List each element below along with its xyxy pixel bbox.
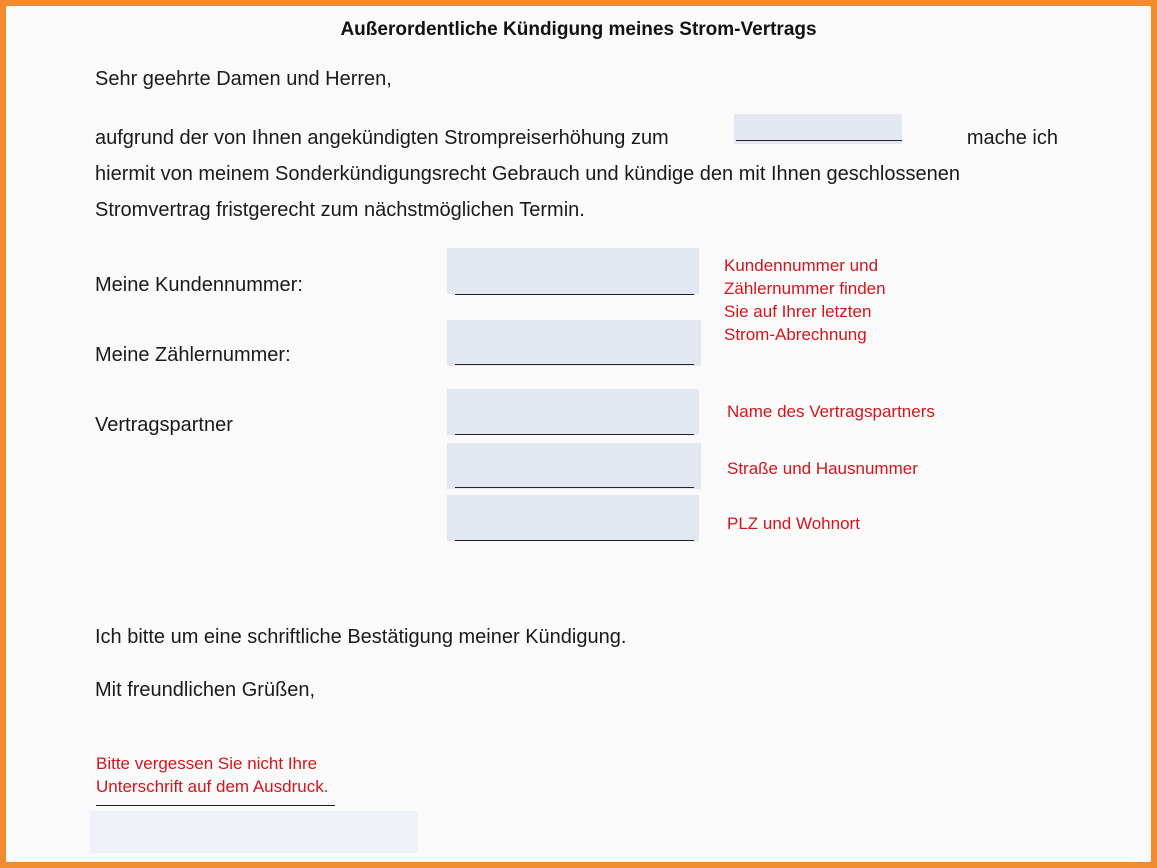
signature-line bbox=[96, 805, 335, 806]
partner-name-hint: Name des Vertragspartners bbox=[727, 402, 935, 421]
document-title: Außerordentliche Kündigung meines Strom-Vertrags bbox=[340, 19, 817, 40]
meter-number-label: Meine Zählernummer: bbox=[95, 344, 291, 366]
paragraph-line-2 bbox=[95, 156, 1058, 192]
contract-partner-label: Vertragspartner bbox=[95, 414, 233, 436]
signature-field[interactable] bbox=[90, 811, 418, 853]
main-paragraph bbox=[95, 114, 1058, 228]
paragraph-line-1 bbox=[95, 114, 1058, 156]
meter-number-field[interactable] bbox=[447, 320, 701, 366]
price-increase-date-field[interactable] bbox=[734, 114, 902, 144]
paragraph-line-1-start: aufgrund der von Ihnen angekündigten Strompreiserhöhung zum bbox=[95, 127, 669, 149]
hint-line: Unterschrift auf dem Ausdruck. bbox=[96, 777, 329, 796]
meter-number-underline bbox=[455, 364, 694, 365]
paragraph-line-2-text: hiermit von meinem Sonderkündigungsrecht Gebrauch und kündige den mit Ihnen geschlossenen bbox=[95, 163, 960, 185]
signature-hint bbox=[96, 752, 328, 798]
hint-line: Bitte vergessen Sie nicht Ihre bbox=[96, 754, 318, 773]
partner-street-underline bbox=[455, 487, 694, 488]
partner-city-underline bbox=[455, 540, 694, 541]
hint-line: Sie auf Ihrer letzten bbox=[724, 302, 872, 321]
confirmation-request: Ich bitte um eine schriftliche Bestätigung meiner Kündigung. bbox=[95, 626, 627, 648]
hint-line: Zählernummer finden bbox=[724, 279, 886, 298]
hint-line: Kundennummer und bbox=[724, 256, 879, 275]
partner-name-underline bbox=[455, 434, 694, 435]
customer-number-label: Meine Kundennummer: bbox=[95, 274, 303, 296]
salutation: Sehr geehrte Damen und Herren, bbox=[95, 68, 392, 90]
paragraph-line-1-end: mache ich bbox=[966, 127, 1058, 149]
customer-number-field[interactable] bbox=[447, 248, 699, 294]
paragraph-line-3 bbox=[95, 192, 1058, 228]
partner-city-hint: PLZ und Wohnort bbox=[727, 514, 860, 533]
customer-number-hint bbox=[724, 254, 886, 346]
partner-name-field[interactable] bbox=[447, 389, 699, 435]
partner-street-field[interactable] bbox=[447, 443, 701, 489]
paragraph-line-3-text: Stromvertrag fristgerecht zum nächstmöglichen Termin. bbox=[95, 199, 585, 221]
closing-greeting: Mit freundlichen Grüßen, bbox=[95, 679, 316, 701]
customer-number-underline bbox=[455, 294, 694, 295]
letter-page bbox=[6, 6, 1151, 862]
hint-line: Strom-Abrechnung bbox=[724, 325, 867, 344]
partner-street-hint: Straße und Hausnummer bbox=[727, 459, 918, 478]
partner-city-field[interactable] bbox=[447, 495, 699, 541]
